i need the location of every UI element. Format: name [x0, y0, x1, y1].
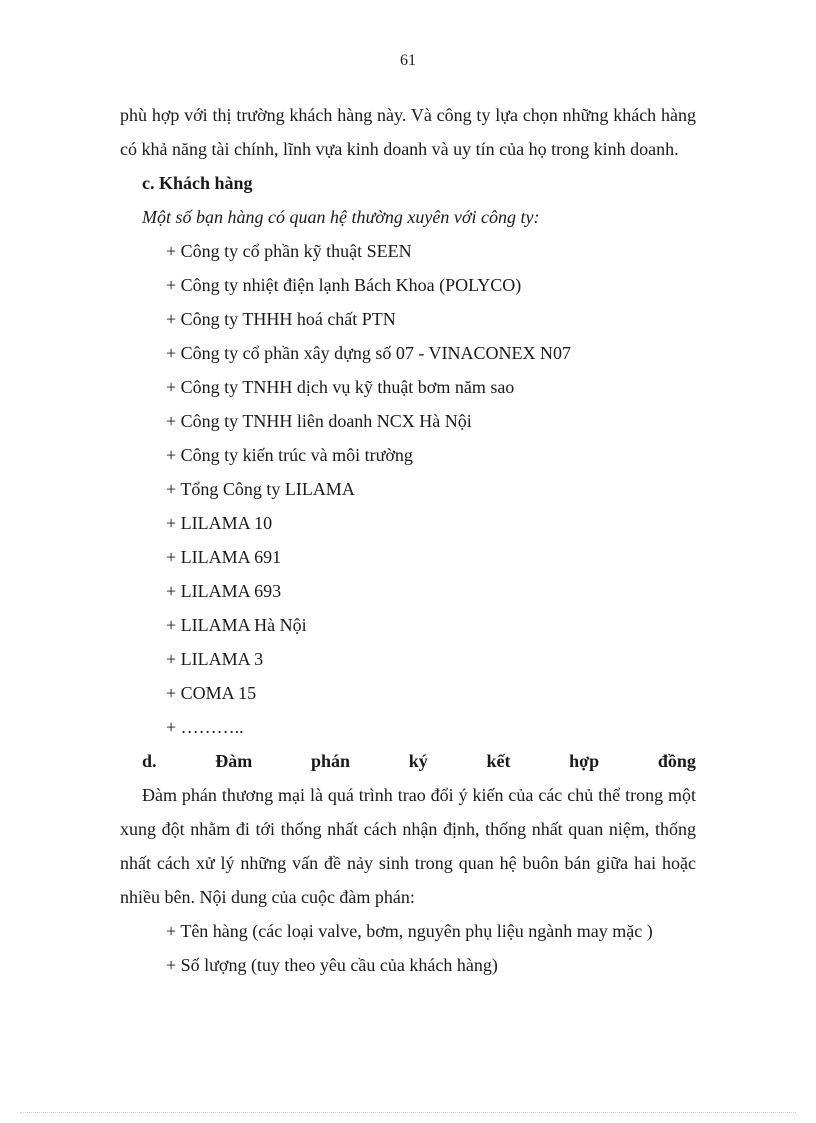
section-d-heading: [120, 744, 696, 778]
list-item: + Tổng Công ty LILAMA: [166, 479, 355, 499]
list-item: + ………..: [166, 717, 244, 737]
list-item: + COMA 15: [166, 683, 257, 703]
list-item: + Công ty kiến trúc và môi trường: [166, 445, 413, 465]
list-item: + LILAMA 3: [166, 649, 264, 669]
list-item: + Công ty TNHH dịch vụ kỹ thuật bơm năm sao: [166, 377, 515, 397]
negotiation-items: [120, 914, 696, 982]
heading-word: đồng: [657, 751, 696, 771]
customers-intro: Một số bạn hàng có quan hệ thường xuyên với công ty:: [142, 207, 540, 227]
opening-paragraph: phù hợp với thị trường khách hàng này. Và công ty lựa chọn những khách hàng có khả năng tài chính, lĩnh vựa kinh doanh và uy tín của họ trong kinh doanh.: [120, 105, 696, 159]
list-item: + Công ty cổ phần xây dựng số 07 - VINACONEX N07: [166, 343, 572, 363]
customer-list: [120, 234, 696, 744]
heading-word: hợp: [569, 751, 600, 771]
list-item: + Công ty THHH hoá chất PTN: [166, 309, 396, 329]
list-item: + Số lượng (tuy theo yêu cầu của khách hàng): [166, 955, 498, 975]
heading-word: Đàm: [215, 751, 253, 771]
list-item: + Công ty TNHH liên doanh NCX Hà Nội: [166, 411, 472, 431]
section-c-heading: c. Khách hàng: [142, 173, 253, 193]
heading-word: d.: [142, 751, 157, 771]
heading-word: kết: [486, 751, 511, 771]
page-number: 61: [400, 52, 416, 69]
negotiation-paragraph: Đàm phán thương mại là quá trình trao đổi ý kiến của các chủ thể trong một xung đột nhằm đi tới thống nhất cách nhận định, thống nhất quan niệm, thống nhất cách xử lý những vấn đề nảy sinh trong quan hệ buôn bán giữa hai hoặc nhiều bên. Nội dung của cuộc đàm phán:: [120, 785, 696, 907]
page-bottom-divider: [20, 1112, 796, 1113]
heading-word: phán: [310, 751, 350, 771]
list-item: + LILAMA 691: [166, 547, 282, 567]
list-item: + Tên hàng (các loại valve, bơm, nguyên phụ liệu ngành may mặc ): [166, 921, 653, 941]
list-item: + LILAMA Hà Nội: [166, 615, 307, 635]
heading-word: ký: [408, 751, 428, 771]
document-body: [120, 98, 696, 982]
list-item: + Công ty cổ phần kỹ thuật SEEN: [166, 241, 412, 261]
list-item: + LILAMA 10: [166, 513, 273, 533]
list-item: + Công ty nhiệt điện lạnh Bách Khoa (POLYCO): [166, 275, 522, 295]
list-item: + LILAMA 693: [166, 581, 282, 601]
